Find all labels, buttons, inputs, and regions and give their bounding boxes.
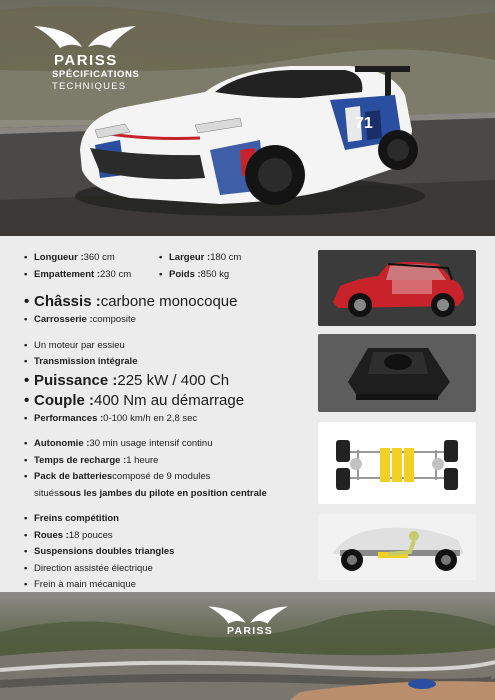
spec-row-dimensions-2 xyxy=(24,267,314,284)
spec-label-performances: Performances : xyxy=(34,412,104,424)
bullet-icon: • xyxy=(24,356,28,367)
spec-label-largeur: Largeur : xyxy=(169,252,211,263)
bullet-icon: • xyxy=(24,562,28,574)
spec-row-direction xyxy=(24,561,314,578)
wings-logo-icon xyxy=(205,603,291,627)
spec-value-performances: 0-100 km/h en 2,8 sec xyxy=(103,412,198,424)
car-livery-number: 71 xyxy=(355,115,373,132)
spec-value-empattement: 230 cm xyxy=(99,268,132,280)
bullet-icon: • xyxy=(24,339,28,351)
bullet-icon: • xyxy=(24,579,28,590)
bullet-icon: • xyxy=(24,546,28,557)
bullet-icon: • xyxy=(24,513,28,524)
spec-value-puissance: 225 kW / 400 Ch xyxy=(117,371,230,389)
spec-label-longueur: Longueur : xyxy=(34,252,84,263)
spec-label-empattement: Empattement : xyxy=(34,268,100,280)
bullet-icon: • xyxy=(24,412,28,424)
spec-label-couple: Couple : xyxy=(34,391,94,409)
bullet-icon: • xyxy=(24,454,28,466)
spec-text-moteur: Un moteur par essieu xyxy=(34,339,125,351)
spec-value-largeur: 180 cm xyxy=(210,252,242,263)
spec-text-frein-main: Frein à main mécanique xyxy=(34,579,136,590)
bullet-icon: • xyxy=(24,252,28,263)
spec-row-couple xyxy=(24,391,314,411)
spec-label-carrosserie: Carrosserie : xyxy=(34,314,93,325)
page-title-line2: TECHNIQUES xyxy=(52,81,127,92)
spec-row-batteries xyxy=(24,469,314,486)
spec-value-carrosserie: composite xyxy=(92,314,136,325)
spec-value-chassis: carbone monocoque xyxy=(100,293,238,310)
spec-value-roues: 18 pouces xyxy=(68,529,113,541)
bullet-icon: • xyxy=(24,391,30,409)
spec-value-autonomie: 30 min usage intensif continu xyxy=(89,438,213,449)
spec-row-autonomie xyxy=(24,436,314,453)
brand-name: PARISS xyxy=(54,52,118,69)
spec-list xyxy=(24,250,314,594)
spec-label-batteries: Pack de batteries xyxy=(34,471,113,482)
spec-row-recharge xyxy=(24,453,314,470)
bullet-icon: • xyxy=(24,314,28,325)
spec-label-chassis: Châssis : xyxy=(34,293,101,310)
spec-value-recharge: 1 heure xyxy=(126,454,159,466)
spec-label-poids: Poids : xyxy=(169,268,201,280)
spec-row-batteries-location xyxy=(24,486,314,503)
bullet-icon: • xyxy=(24,471,28,482)
spec-text-freins: Freins compétition xyxy=(34,513,119,524)
footer-brand-logo xyxy=(205,603,291,637)
spec-text-suspensions: Suspensions doubles triangles xyxy=(34,546,175,557)
bullet-icon: • xyxy=(24,371,30,389)
car-side-cutaway-image xyxy=(318,250,476,326)
spec-row-dimensions-1 xyxy=(24,250,314,267)
spec-label-recharge: Temps de recharge : xyxy=(34,454,127,466)
spec-row-freins xyxy=(24,511,314,528)
spec-row-puissance xyxy=(24,371,314,391)
bullet-icon: • xyxy=(24,438,28,449)
brand-logo xyxy=(30,22,140,69)
bullet-icon: • xyxy=(24,268,28,280)
wings-logo-icon xyxy=(30,22,140,52)
bullet-icon: • xyxy=(159,252,163,263)
page-title-line1: SPÉCIFICATIONS xyxy=(52,69,140,80)
spec-text-transmission: Transmission intégrale xyxy=(34,356,138,367)
spec-row-chassis xyxy=(24,292,314,312)
spec-value-poids: 850 kg xyxy=(200,268,230,280)
spec-text-batteries-location-bold: sous les jambes du pilote en position centrale xyxy=(58,487,267,499)
spec-row-transmission xyxy=(24,354,314,371)
bullet-icon: • xyxy=(24,529,28,541)
carbon-monocoque-image xyxy=(318,334,476,412)
spec-label-roues: Roues : xyxy=(34,529,69,541)
spec-row-carrosserie xyxy=(24,312,314,329)
hero-banner xyxy=(0,0,495,236)
footer-banner xyxy=(0,592,495,700)
specifications-panel xyxy=(0,236,495,592)
spec-row-moteur xyxy=(24,338,314,355)
chassis-pilot-side-image xyxy=(318,514,476,580)
spec-row-roues xyxy=(24,528,314,545)
spec-value-batteries: composé de 9 modules xyxy=(112,471,211,482)
bullet-icon: • xyxy=(24,293,30,310)
spec-label-puissance: Puissance : xyxy=(34,371,118,389)
spec-text-direction: Direction assistée électrique xyxy=(34,562,153,574)
spec-row-suspensions xyxy=(24,544,314,561)
spec-row-performances xyxy=(24,411,314,428)
page-title xyxy=(52,69,139,93)
bullet-icon: • xyxy=(159,268,163,280)
spec-label-autonomie: Autonomie : xyxy=(34,438,90,449)
spec-value-longueur: 360 cm xyxy=(83,252,115,263)
spec-value-couple: 400 Nm au démarrage xyxy=(94,391,245,409)
chassis-battery-top-view-image xyxy=(318,422,476,504)
spec-text-batteries-location: situés xyxy=(34,487,59,499)
footer-brand-name: PARISS xyxy=(227,625,274,637)
